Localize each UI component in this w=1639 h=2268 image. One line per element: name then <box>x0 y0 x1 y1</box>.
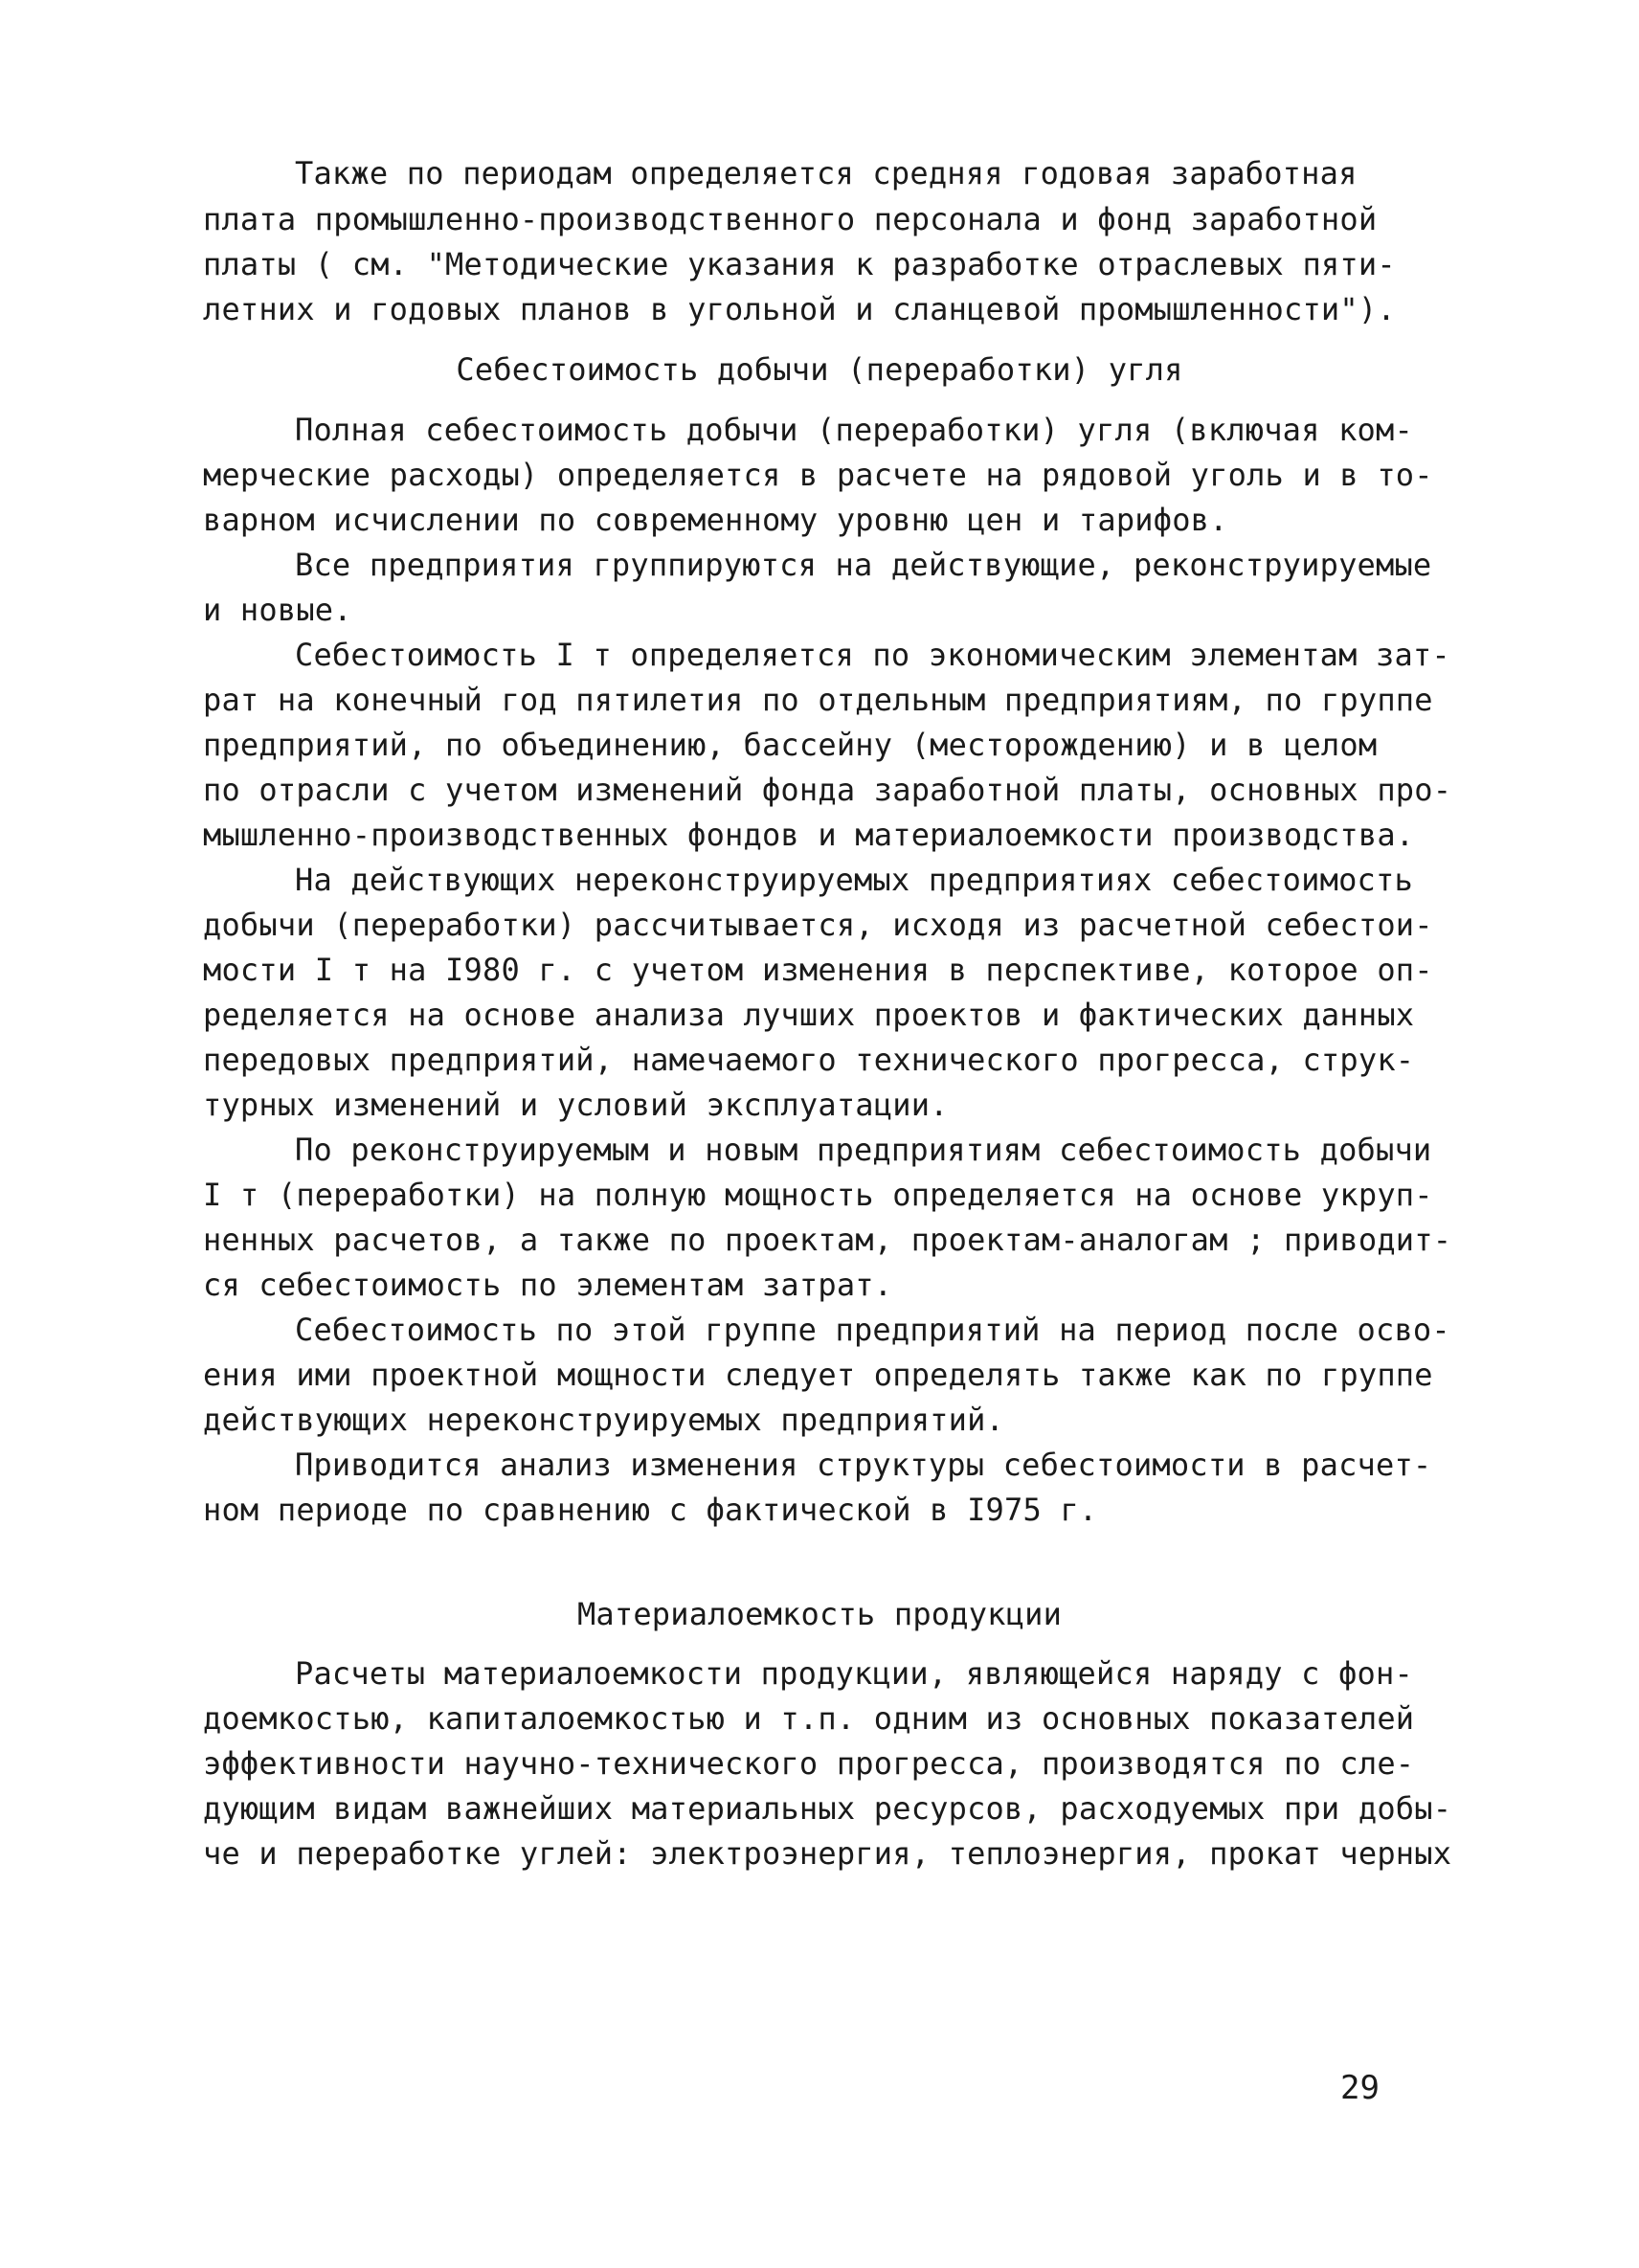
text-line: мышленно-производственных фондов и материалоемкости производства. <box>203 817 1415 853</box>
text-line: дующим видам важнейших материальных ресурсов, расходуемых при добы- <box>203 1790 1452 1827</box>
text-line: Себестоимость по этой группе предприятий на период после осво- <box>295 1312 1450 1348</box>
text-line: платы ( см. "Методические указания к разработке отраслевых пяти- <box>203 246 1396 282</box>
text-line: по отрасли с учетом изменений фонда заработной платы, основных про- <box>203 772 1452 808</box>
text-line: ся себестоимость по элементам затрат. <box>203 1267 893 1303</box>
text-line: На действующих нереконструируемых предприятиях себестоимость <box>295 862 1413 898</box>
section-heading-material-intensity: Материалоемкость продукции <box>576 1596 1063 1632</box>
text-line: турных изменений и условий эксплуатации. <box>203 1087 949 1123</box>
text-line: эффективности научно-технического прогресса, производятся по сле- <box>203 1745 1415 1782</box>
text-line: Все предприятия группируются на действующие, реконструируемые <box>295 547 1432 583</box>
page-number: 29 <box>1340 2069 1380 2107</box>
text-line: мости I т на I980 г. с учетом изменения в перспективе, которое оп- <box>203 952 1433 988</box>
text-line: I т (переработки) на полную мощность определяется на основе укруп- <box>203 1177 1433 1213</box>
text-line: ения ими проектной мощности следует определять также как по группе <box>203 1357 1433 1393</box>
text-line: Себестоимость I т определяется по экономическим элементам зат- <box>295 637 1450 673</box>
section-heading-cost: Себестоимость добычи (переработки) угля <box>456 351 1183 388</box>
text-line: передовых предприятий, намечаемого технического прогресса, струк- <box>203 1042 1415 1078</box>
text-line: варном исчислении по современному уровню цен и тарифов. <box>203 502 1228 538</box>
text-line: и новые. <box>203 592 352 628</box>
text-line: плата промышленно-производственного персонала и фонд заработной <box>203 201 1378 237</box>
text-line: ном периоде по сравнению с фактической в I975 г. <box>203 1492 1098 1528</box>
text-line: че и переработке углей: электроэнергия, теплоэнергия, прокат черных <box>203 1835 1452 1872</box>
text-line: Расчеты материалоемкости продукции, являющейся наряду с фон- <box>295 1655 1413 1692</box>
text-line: Также по периодам определяется средняя годовая заработная <box>295 155 1358 191</box>
text-line: Приводится анализ изменения структуры себестоимости в расчет- <box>295 1447 1432 1483</box>
text-line: действующих нереконструируемых предприятий. <box>203 1402 1005 1438</box>
text-line: предприятий, по объединению, бассейну (месторождению) и в целом <box>203 727 1378 763</box>
text-line: добычи (переработки) рассчитывается, исходя из расчетной себестои- <box>203 907 1433 943</box>
text-line: ненных расчетов, а также по проектам, проектам-аналогам ; приводит- <box>203 1222 1452 1258</box>
text-line: рат на конечный год пятилетия по отдельным предприятиям, по группе <box>203 682 1433 718</box>
text-line: ределяется на основе анализа лучших проектов и фактических данных <box>203 997 1415 1033</box>
text-line: доемкостью, капиталоемкостью и т.п. одним из основных показателей <box>203 1700 1415 1737</box>
text-line: Полная себестоимость добычи (переработки) угля (включая ком- <box>295 412 1413 448</box>
text-line: летних и годовых планов в угольной и сланцевой промышленности"). <box>203 291 1396 327</box>
text-line: По реконструируемым и новым предприятиям себестоимость добычи <box>295 1132 1432 1168</box>
text-line: мерческие расходы) определяется в расчете на рядовой уголь и в то- <box>203 457 1433 493</box>
